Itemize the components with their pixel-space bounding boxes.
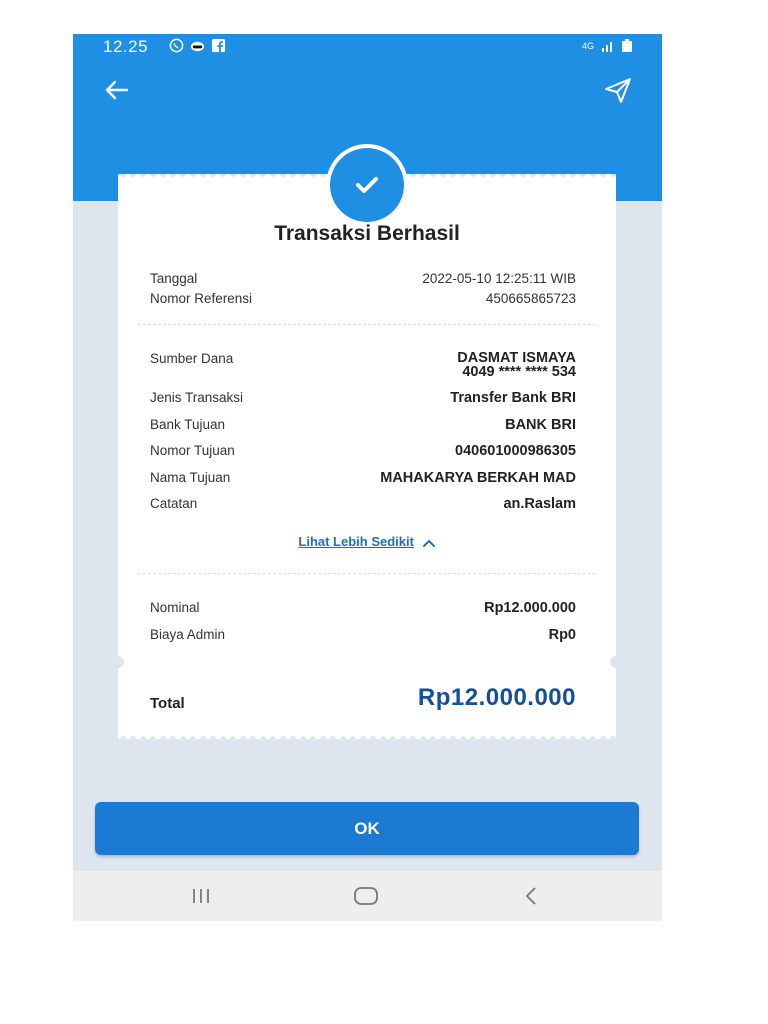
sumber-dana-account: 4049 **** **** 534	[462, 364, 576, 380]
detail-row-nomor-referensi	[150, 291, 576, 306]
detail-row-nominal	[150, 600, 576, 616]
row-value: 450665865723	[485, 291, 576, 306]
row-value: BANK BRI	[505, 417, 576, 433]
row-label: Tanggal	[150, 271, 198, 286]
divider	[138, 324, 596, 325]
row-label: Sumber Dana	[150, 351, 234, 366]
share-send-icon[interactable]	[602, 76, 634, 104]
phone-screen	[73, 34, 662, 921]
row-value: MAHAKARYA BERKAH MAD	[380, 470, 576, 486]
toggle-details-link[interactable]	[118, 534, 616, 549]
row-value: 2022-05-10 12:25:11 WIB	[422, 271, 576, 286]
back-arrow-icon[interactable]	[101, 76, 133, 104]
status-time: 12.25	[103, 37, 149, 56]
spy-app-icon	[190, 38, 205, 53]
android-nav-bar	[73, 871, 662, 921]
detail-row-bank-tujuan	[150, 417, 576, 433]
whatsapp-icon	[169, 38, 184, 53]
success-badge	[326, 144, 408, 226]
ok-button[interactable]: OK	[95, 802, 639, 855]
receipt-title: Transaksi Berhasil	[274, 222, 460, 245]
detail-row-biaya-admin	[150, 627, 576, 643]
row-value: 040601000986305	[455, 443, 576, 459]
row-value: an.Raslam	[503, 496, 576, 512]
signal-icon	[600, 40, 616, 52]
row-label: Nama Tujuan	[150, 470, 231, 485]
detail-row-nama-tujuan	[150, 470, 576, 486]
toggle-details-label[interactable]: Lihat Lebih Sedikit	[298, 534, 414, 549]
chevron-up-icon[interactable]	[422, 538, 436, 548]
row-label: Nominal	[150, 600, 200, 615]
row-label: Catatan	[150, 496, 198, 511]
system-status	[582, 39, 632, 52]
row-value: Rp12.000.000	[484, 600, 576, 616]
detail-row-tanggal	[150, 271, 576, 286]
row-value: Rp0	[548, 627, 576, 643]
row-label: Jenis Transaksi	[150, 390, 244, 405]
receipt-card	[118, 174, 616, 739]
total-value: Rp12.000.000	[417, 684, 576, 711]
divider	[138, 573, 596, 574]
network-type: 4G	[581, 40, 594, 51]
facebook-icon	[211, 38, 226, 53]
home-icon[interactable]	[351, 883, 381, 909]
row-label: Biaya Admin	[150, 627, 226, 642]
detail-row-catatan	[150, 496, 576, 512]
checkmark-icon	[350, 168, 384, 202]
row-value: Transfer Bank BRI	[450, 390, 576, 406]
recent-apps-icon[interactable]	[186, 883, 216, 909]
row-label: Nomor Tujuan	[150, 443, 235, 458]
row-label: Bank Tujuan	[150, 417, 226, 432]
detail-row-sumber-dana	[150, 351, 576, 379]
back-nav-icon[interactable]	[516, 883, 546, 909]
total-label: Total	[150, 695, 185, 712]
battery-icon	[622, 39, 632, 52]
sumber-dana-name: DASMAT ISMAYA	[457, 350, 576, 366]
detail-row-jenis-transaksi	[150, 390, 576, 406]
row-label: Nomor Referensi	[150, 291, 253, 306]
notification-icons	[169, 38, 226, 53]
detail-row-nomor-tujuan	[150, 443, 576, 459]
